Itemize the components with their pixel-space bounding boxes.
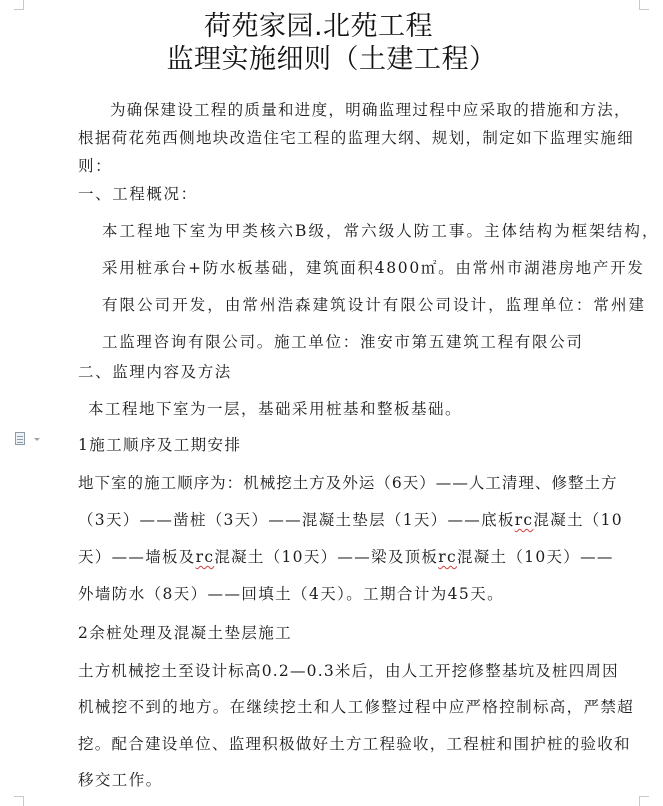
line-segment: （3天）——凿桩（3天）——混凝土垫层（1天）——底板 [78, 511, 515, 529]
document-icon [15, 432, 25, 445]
crop-mark-bottom-left [14, 796, 24, 806]
spellcheck-word: rc [514, 511, 534, 529]
subsection-2-line-3[interactable]: 挖。配合建设单位、监理积极做好土方工程验收，工程桩和围护桩的验收和 [78, 735, 631, 753]
crop-mark-bottom-right [639, 796, 649, 806]
section2-line-1[interactable]: 本工程地下室为一层，基础采用桩基和整板基础。 [88, 400, 463, 418]
spellcheck-word: rc [438, 548, 457, 566]
spellcheck-word: rc [195, 548, 215, 566]
subsection-2-line-4[interactable]: 移交工作。 [78, 771, 163, 789]
subsection-1-heading[interactable]: 1施工顺序及工期安排 [78, 436, 242, 454]
subsection-2-heading[interactable]: 2余桩处理及混凝土垫层施工 [78, 624, 293, 642]
subsection-1-line-3[interactable] [78, 545, 614, 567]
document-title-line1[interactable]: 荷苑家园.北苑工程 [203, 11, 434, 42]
subsection-1-line-2[interactable] [78, 508, 623, 530]
section1-line-1[interactable]: 本工程地下室为甲类核六B级，常六级人防工事。主体结构为框架结构， [102, 222, 660, 240]
section1-line-2[interactable]: 采用桩承台+防水板基础，建筑面积4800㎡。由常州市湖港房地产开发 [102, 259, 645, 277]
subsection-1-line-4[interactable]: 外墙防水（8天）——回填土（4天）。工期合计为45天。 [78, 585, 504, 603]
paragraph-marker[interactable] [15, 432, 41, 446]
line-segment: 天）——墙板及 [78, 548, 196, 566]
section1-heading[interactable]: 一、工程概况： [78, 185, 198, 203]
line-segment: 混凝土（10天）——梁及顶板 [214, 548, 439, 566]
intro-line-2[interactable]: 根据荷花苑西侧地块改造住宅工程的监理大纲、规划，制定如下监理实施细 [78, 129, 635, 147]
section1-line-3[interactable]: 有限公司开发，由常州浩森建筑设计有限公司设计，监理单位：常州建 [102, 296, 647, 314]
intro-line-1[interactable]: 为确保建设工程的质量和进度，明确监理过程中应采取的措施和方法， [110, 101, 631, 119]
section2-heading[interactable]: 二、监理内容及方法 [78, 363, 232, 381]
section1-line-4[interactable]: 工监理咨询有限公司。施工单位：淮安市第五建筑工程有限公司 [102, 333, 584, 351]
document-title-line2[interactable]: 监理实施细则（土建工程） [166, 44, 497, 75]
subsection-2-line-2[interactable]: 机械挖不到的地方。在继续挖土和人工修整过程中应严格控制标高，严禁超 [78, 698, 635, 716]
chevron-down-icon [34, 438, 40, 441]
line-segment: 混凝土（10 [533, 511, 623, 529]
subsection-2-line-1[interactable]: 土方机械挖土至设计标高0.2—0.3米后，由人工开挖修整基坑及桩四周因 [78, 662, 619, 680]
line-segment: 混凝土（10天）—— [456, 548, 614, 566]
subsection-1-line-1[interactable]: 地下室的施工顺序为：机械挖土方及外运（6天）——人工清理、修整土方 [78, 474, 618, 492]
intro-line-3[interactable]: 则： [78, 157, 113, 175]
